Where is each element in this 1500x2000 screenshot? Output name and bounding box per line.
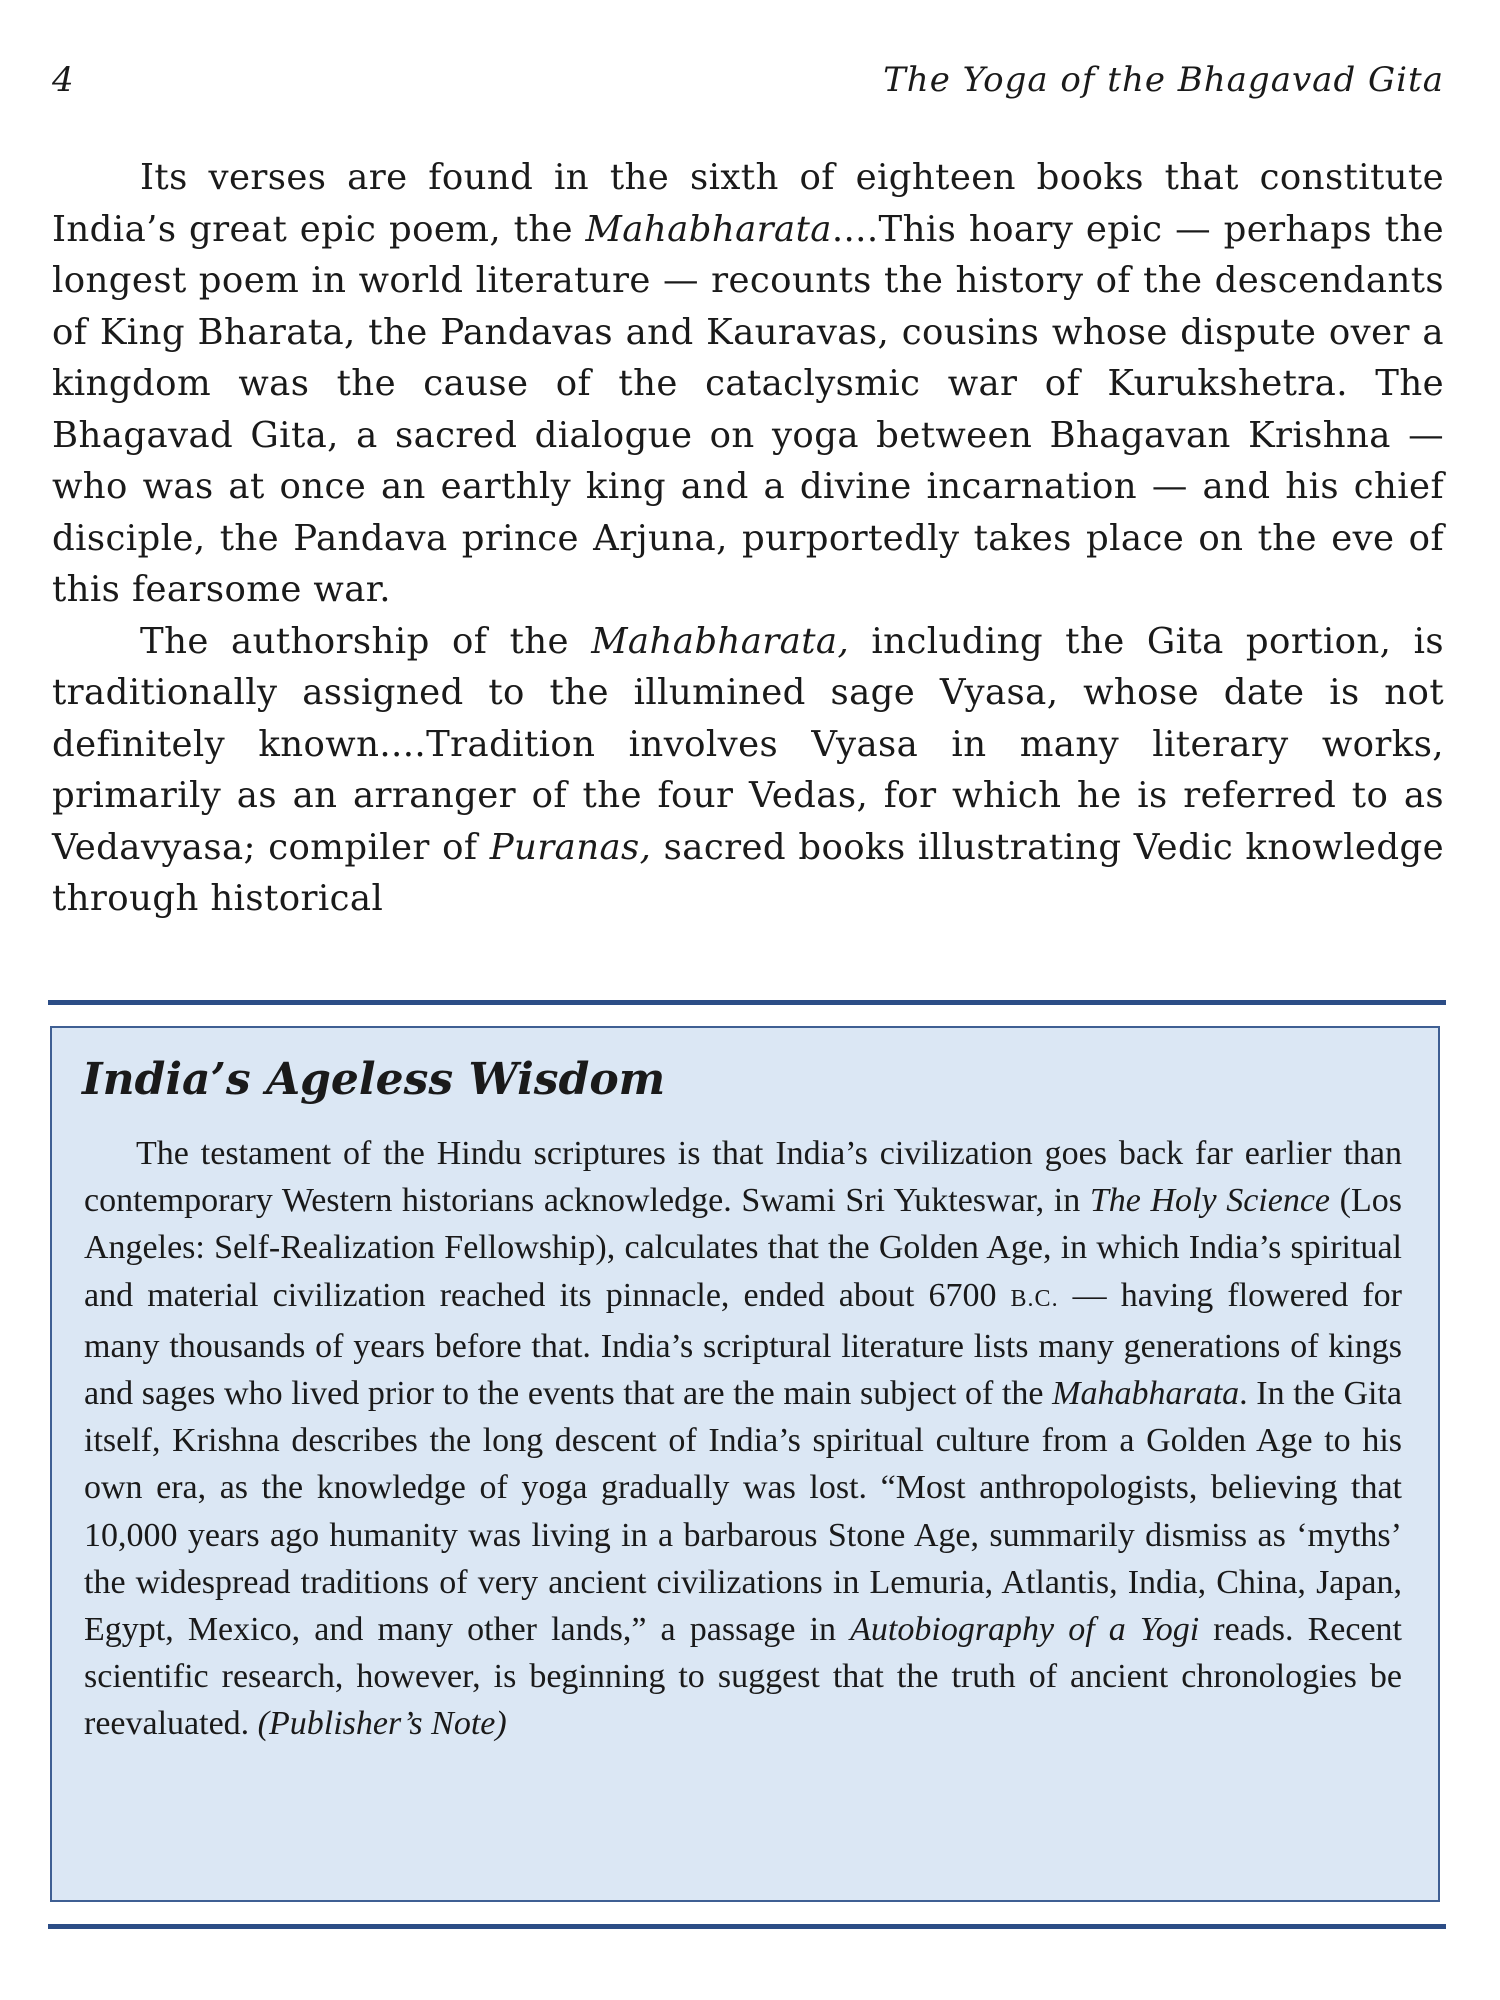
sidebar-bottom-rule bbox=[48, 1924, 1446, 1929]
paragraph-2-text-1: The authorship of the bbox=[140, 620, 592, 662]
sidebar-text-1: The testament of the Hindu scriptures is that India’s civilization goes back far earlier than contemporary Western historians acknowledge. Swami Sri Yukteswar, in bbox=[84, 1135, 1402, 1220]
publisher-note: (Publisher’s Note) bbox=[257, 1705, 507, 1743]
paragraph-1-text-1: Its verses are found in the sixth of eighteen books that constitute India’s great epic poem, the bbox=[52, 157, 1444, 250]
sidebar-top-rule bbox=[48, 1000, 1446, 1005]
running-head bbox=[52, 60, 1444, 104]
paragraph-1-text-2: ....This hoary epic — perhaps the longest poem in world literature — recounts the history of the descendants of King Bharata, the Pandavas and Kauravas, cousins whose dispute over a kingdom was the cause of the cataclysmic war of Kurukshetra. The Bhagavad Gita, a sacred dialogue on yoga between Bhagavan Krishna — who was at once an earthly king and a divine incarnation — and his chief disciple, the Pandava prince Arjuna, purportedly takes place on the eve of this fearsome war. bbox=[52, 208, 1444, 610]
page-number: 4 bbox=[52, 60, 74, 100]
sidebar-body bbox=[84, 1130, 1402, 1748]
sidebar-text-4: . In the Gita itself, Krishna describes the long descent of India’s spiritual culture from a Golden Age to his own era, as the knowledge of yoga gradually was lost. “Most anthropologists, believing that 10,000 years ago humanity was living in a barbarous Stone Age, summarily dismiss as ‘myths’ the widespread traditions of very ancient civilizations in Lemuria, Atlantis, India, China, Japan, Egypt, Mexico, and many other lands,” a passage in bbox=[84, 1375, 1402, 1649]
paragraph-2-text-2: including the Gita portion, is traditionally assigned to the illumined sage Vyasa, whose date is not definitely known....Tradition involves Vyasa in many literary works, primarily as an arranger of the four Vedas, for which he is referred to as Vedavyasa; compiler of bbox=[52, 620, 1444, 868]
autobiography-title: Autobiography of a Yogi bbox=[850, 1611, 1200, 1649]
holy-science-title: The Holy Science bbox=[1089, 1182, 1331, 1220]
mahabharata-title: Mahabharata, bbox=[591, 620, 850, 662]
main-text bbox=[52, 152, 1444, 925]
sidebar-text-2: (Los Angeles: Self-Realization Fellowship), calculates that the Golden Age, in which India’s spiritual and material civilization reached its pinnacle, ended about 6700 bbox=[84, 1182, 1402, 1314]
bc-abbreviation: B.C. bbox=[1010, 1285, 1059, 1312]
paragraph-2-text-3: sacred books illustrating Vedic knowledge through historical bbox=[52, 826, 1444, 919]
sidebar-box bbox=[50, 1026, 1440, 1902]
sidebar-text-3: — having flowered for many thousands of years before that. India’s scriptural literature lists many generations of kings and sages who lived prior to the events that are the main subject of the bbox=[84, 1276, 1402, 1413]
puranas-title: Puranas, bbox=[489, 826, 652, 868]
paragraph-2 bbox=[52, 616, 1444, 925]
mahabharata-title: Mahabharata bbox=[1052, 1375, 1240, 1413]
paragraph-1 bbox=[52, 152, 1444, 616]
sidebar-title: India’s Ageless Wisdom bbox=[82, 1054, 666, 1105]
book-title: The Yoga of the Bhagavad Gita bbox=[883, 60, 1444, 100]
mahabharata-title: Mahabharata bbox=[585, 208, 832, 250]
sidebar-text-5: reads. Recent scientific research, however, is beginning to suggest that the truth of ancient chronologies be reevaluated. bbox=[84, 1611, 1402, 1743]
